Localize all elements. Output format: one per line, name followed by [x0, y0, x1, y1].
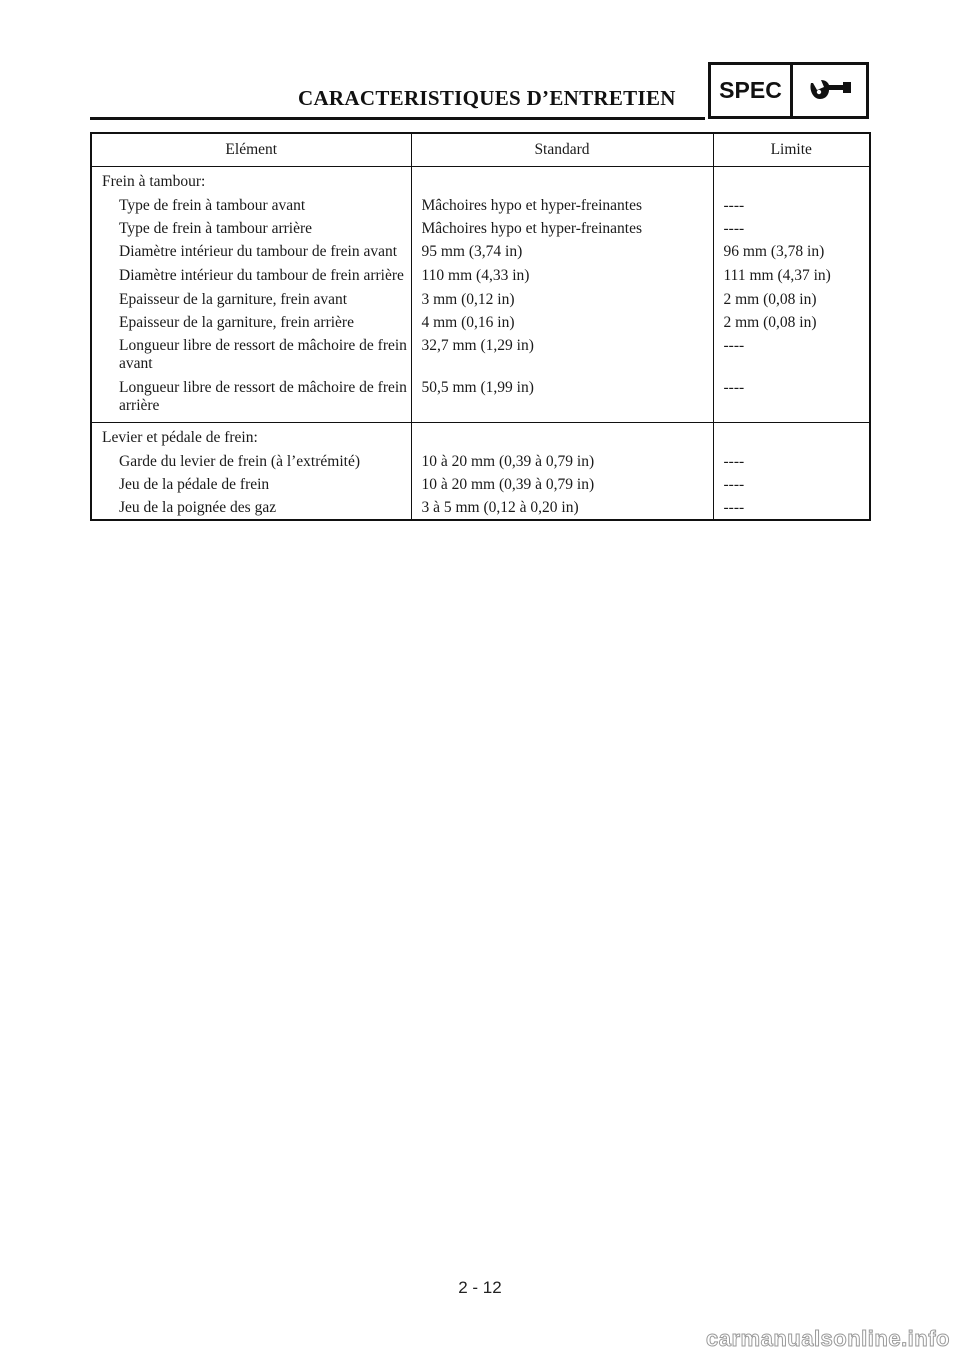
row-element: Type de frein à tambour arrière — [119, 219, 312, 237]
table-row — [91, 264, 870, 288]
spec-table — [90, 132, 871, 521]
row-limit: ---- — [713, 194, 870, 217]
group-title-lever-pedal: Levier et pédale de frein: — [91, 422, 411, 450]
row-standard: 95 mm (3,74 in) — [411, 240, 713, 264]
row-standard: 50,5 mm (1,99 in) — [411, 376, 713, 423]
row-element: Type de frein à tambour avant — [119, 196, 306, 214]
row-standard: 32,7 mm (1,29 in) — [411, 334, 713, 376]
group-title-row — [91, 166, 870, 194]
table-row — [91, 217, 870, 240]
row-limit: 96 mm (3,78 in) — [713, 240, 870, 264]
column-header-limit: Limite — [713, 133, 870, 166]
row-element: Jeu de la poignée des gaz — [119, 498, 277, 516]
row-limit: ---- — [713, 334, 870, 376]
column-header-standard: Standard — [411, 133, 713, 166]
row-limit: ---- — [713, 496, 870, 520]
table-row — [91, 240, 870, 264]
header-rule — [90, 117, 705, 120]
watermark: carmanualsonline.info — [706, 1326, 950, 1351]
row-standard: 4 mm (0,16 in) — [411, 311, 713, 334]
row-limit: ---- — [713, 376, 870, 423]
row-element: Epaisseur de la garniture, frein avant — [119, 290, 348, 308]
row-limit: ---- — [713, 450, 870, 473]
row-standard: 3 mm (0,12 in) — [411, 288, 713, 311]
table-row — [91, 288, 870, 311]
row-limit: ---- — [713, 217, 870, 240]
spec-label: SPEC — [711, 65, 793, 116]
row-limit: 2 mm (0,08 in) — [713, 288, 870, 311]
table-row — [91, 473, 870, 496]
row-element: Longueur libre de ressort de mâchoire de frein avant — [119, 336, 407, 372]
row-limit: 111 mm (4,37 in) — [713, 264, 870, 288]
row-standard: 10 à 20 mm (0,39 à 0,79 in) — [411, 450, 713, 473]
row-element: Diamètre intérieur du tambour de frein arrière — [119, 266, 404, 284]
row-element: Epaisseur de la garniture, frein arrière — [119, 313, 354, 331]
group-title-row — [91, 422, 870, 450]
page-title: CARACTERISTIQUES D’ENTRETIEN — [298, 86, 676, 110]
row-element: Diamètre intérieur du tambour de frein avant — [119, 242, 398, 260]
row-standard: Mâchoires hypo et hyper-freinantes — [411, 217, 713, 240]
row-limit: 2 mm (0,08 in) — [713, 311, 870, 334]
group-title-drum-brake: Frein à tambour: — [102, 172, 206, 190]
spec-badge — [708, 62, 869, 119]
row-element: Garde du levier de frein (à l’extrémité) — [119, 452, 360, 470]
row-standard: 3 à 5 mm (0,12 à 0,20 in) — [411, 496, 713, 520]
row-limit: ---- — [713, 473, 870, 496]
table-row — [91, 311, 870, 334]
row-standard: Mâchoires hypo et hyper-freinantes — [411, 194, 713, 217]
column-header-element: Elément — [91, 133, 411, 166]
row-element: Jeu de la pédale de frein — [119, 475, 270, 493]
table-row — [91, 496, 870, 520]
row-standard: 110 mm (4,33 in) — [411, 264, 713, 288]
table-row — [91, 450, 870, 473]
table-row — [91, 334, 870, 376]
table-row — [91, 194, 870, 217]
row-standard: 10 à 20 mm (0,39 à 0,79 in) — [411, 473, 713, 496]
table-header-row — [91, 133, 870, 166]
table-row — [91, 376, 870, 423]
wrench-icon — [807, 78, 853, 104]
wrench-icon-cell — [793, 65, 866, 116]
row-element: Longueur libre de ressort de mâchoire de frein arrière — [119, 378, 407, 414]
page-number: 2 - 12 — [458, 1278, 502, 1297]
